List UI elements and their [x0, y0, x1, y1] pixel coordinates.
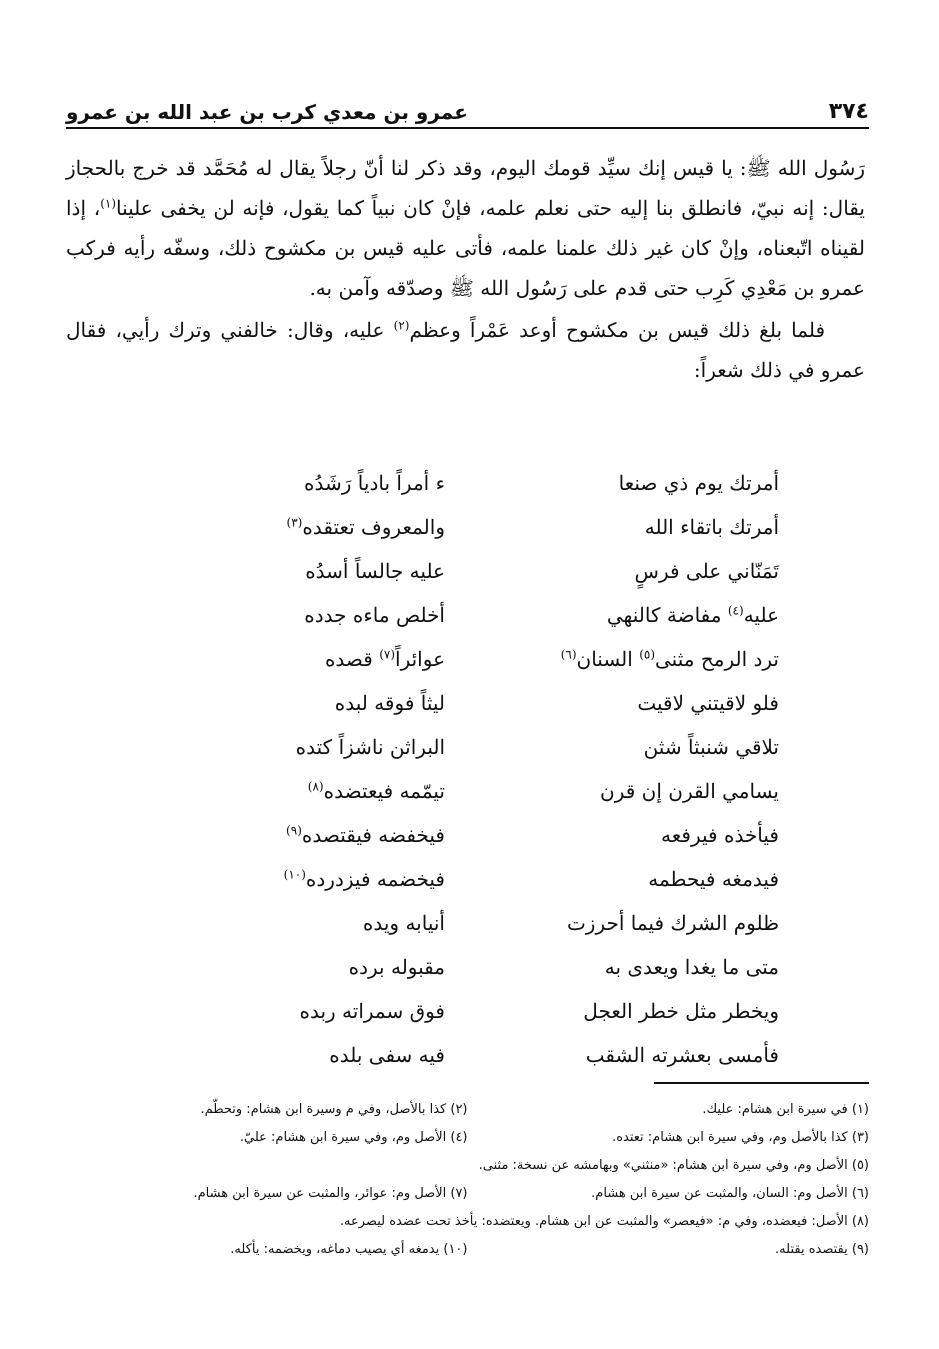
page-number: ٣٧٤ [828, 99, 869, 124]
footnote-rule [654, 1082, 869, 1084]
verse-second-hemistich: مقبوله برده [348, 955, 445, 979]
hemistich-text: السنان [576, 647, 640, 671]
verse-first-hemistich: يسامي القرن إن قرن [600, 779, 779, 803]
poem-verse [160, 549, 779, 593]
paragraph-2-text: فلما بلغ ذلك قيس بن مكشوح أوعد عَمْراً وعظم [409, 318, 826, 342]
poem-verse [160, 989, 779, 1033]
verse-first-hemistich: فيدمغه فيحطمه [648, 867, 779, 891]
footnote-row [66, 1096, 869, 1124]
paragraph-1-text: رَسُول الله ﷺ: يا قيس إنك سيِّد قومك اليوم، وقد ذكر لنا أنّ رجلاً يقال له مُحَمَّد قد خرج بالحجاز يقال: إنه نبيّ، فانطلق بنا إليه حتى نعلم علمه، فإنْ كان نبياً كما يقول، فإنه لن يخفى علينا [66, 156, 866, 220]
verse-second-hemistich: عليه جالساً أسدُه [305, 559, 445, 583]
footnote-4: (٤) الأصل وم، وفي سيرة ابن هشام: عليّ. [239, 1130, 468, 1145]
hemistich-text: مفاضة كالنهي [606, 603, 728, 627]
verse-first-hemistich: تلاقي شنبثاً شثن [643, 735, 779, 759]
hemistich-text: والمعروف تعتقده [302, 515, 445, 539]
footnote-1: (١) في سيرة ابن هشام: عليك. [702, 1102, 869, 1117]
verse-second-hemistich [160, 647, 445, 671]
poem-verse [160, 901, 779, 945]
hemistich-text: قصده [324, 647, 380, 671]
poem-verse [160, 813, 779, 857]
footnote-row [66, 1124, 869, 1152]
verse-first-hemistich: أمرتك يوم ذي صنعا [618, 471, 779, 495]
verse-first-hemistich [494, 603, 779, 627]
footnote-2: (٢) كذا بالأصل، وفي م وسيرة ابن هشام: وتحطّم. [200, 1102, 468, 1117]
poem-verse [160, 505, 779, 549]
footnote-row [66, 1236, 869, 1264]
verse-second-hemistich: ء أمراً بادياً رَشَدُه [304, 471, 445, 495]
footnote-ref-1[interactable]: (١) [100, 196, 117, 211]
verse-second-hemistich: ليثاً فوقه لبده [334, 691, 445, 715]
header-rule [66, 127, 869, 129]
hemistich-text: تيمّمه فيعتضده [323, 779, 445, 803]
footnote-row [66, 1208, 869, 1236]
hemistich-text: فيخضمه فيزدرده [305, 867, 445, 891]
poem-verse [160, 681, 779, 725]
footnote-ref-4[interactable]: (٤) [727, 603, 744, 618]
footnote-5: (٥) الأصل وم، وفي سيرة ابن هشام: «منثني» وبهامشه عن نسخة: مثنى. [478, 1158, 869, 1173]
paragraph-2-rest: عليه، وقال: خالفني وترك رأيي، فقال عمرو في ذلك شعراً: [66, 318, 865, 382]
verse-first-hemistich: فأمسى بعشرته الشقب [585, 1043, 779, 1067]
footnote-ref-8[interactable]: (٨) [307, 779, 324, 794]
poem [160, 461, 779, 1077]
verse-second-hemistich: أخلص ماءه جدده [304, 603, 445, 627]
footnote-ref-6[interactable]: (٦) [560, 647, 577, 662]
hemistich-text: عوائراً [395, 647, 445, 671]
footnote-ref-2[interactable]: (٢) [393, 318, 410, 333]
footnote-9: (٩) يقتصده يقتله. [775, 1242, 869, 1257]
poem-verse [160, 461, 779, 505]
footnote-ref-7[interactable]: (٧) [379, 647, 396, 662]
verse-second-hemistich [160, 515, 445, 539]
footnote-7: (٧) الأصل وم: عوائر، والمثبت عن سيرة ابن هشام. [193, 1186, 468, 1201]
page-header [66, 88, 869, 124]
verse-second-hemistich [160, 779, 445, 803]
verse-second-hemistich: فوق سمراته ربده [299, 999, 445, 1023]
footnote-3: (٣) كذا بالأصل وم، وفي سيرة ابن هشام: تعتده. [612, 1130, 869, 1145]
paragraph-1 [66, 148, 865, 308]
footnote-row [66, 1152, 869, 1180]
running-title: عمرو بن معدي كرب بن عبد الله بن عمرو [66, 100, 468, 124]
verse-second-hemistich: البراثن ناشزاً كتده [295, 735, 445, 759]
body-text [66, 148, 865, 390]
verse-first-hemistich [494, 647, 779, 671]
poem-verse [160, 637, 779, 681]
footnote-8: (٨) الأصل: فيعضده، وفي م: «فيعصر» والمثبت عن ابن هشام. ويعتضده: يأخذ تحت عضده ليصرعه. [339, 1214, 869, 1229]
hemistich-text: عليه [743, 603, 779, 627]
hemistich-text: فيخفضه فيقتصده [301, 823, 445, 847]
footnote-6: (٦) الأصل وم: السان، والمثبت عن سيرة ابن هشام. [591, 1186, 869, 1201]
poem-verse [160, 769, 779, 813]
poem-verse [160, 945, 779, 989]
verse-first-hemistich: فلو لاقيتني لاقيت [637, 691, 779, 715]
footnote-ref-3[interactable]: (٣) [286, 515, 303, 530]
footnote-ref-10[interactable]: (١٠) [283, 867, 306, 882]
footnote-ref-9[interactable]: (٩) [286, 823, 302, 838]
verse-second-hemistich: فيه سفى بلده [329, 1043, 445, 1067]
verse-second-hemistich [160, 867, 445, 891]
verse-second-hemistich: أنيابه ويده [362, 911, 445, 935]
verse-first-hemistich: ظلوم الشرك فيما أحرزت [566, 911, 779, 935]
footnote-ref-5[interactable]: (٥) [639, 647, 656, 662]
hemistich-text: ترد الرمح مثنى [655, 647, 779, 671]
verse-first-hemistich: تَمَنّاني على فرسٍ [634, 559, 779, 583]
poem-verse [160, 1033, 779, 1077]
footnotes [66, 1096, 869, 1264]
poem-verse [160, 593, 779, 637]
verse-second-hemistich [160, 823, 445, 847]
verse-first-hemistich: أمرتك باتقاء الله [644, 515, 779, 539]
footnote-10: (١٠) يدمغه أي يصيب دماغه، ويخضمه: يأكله. [230, 1242, 468, 1257]
paragraph-2 [66, 310, 865, 390]
poem-verse [160, 857, 779, 901]
verse-first-hemistich: فيأخذه فيرفعه [661, 823, 779, 847]
footnote-row [66, 1180, 869, 1208]
paragraph-1-rest: ، إذا لقيناه اتّبعناه، وإنْ كان غير ذلك علمنا علمه، فأتى عليه قيس بن مكشوح ذلك، وسفّه رأيه فركب عمرو بن مَعْدِي كَرِب حتى قدم على رَسُول الله ﷺ وصدّقه وآمن به. [66, 196, 865, 300]
verse-first-hemistich: ويخطر مثل خطر العجل [583, 999, 779, 1023]
verse-first-hemistich: متى ما يغدا ويعدى به [604, 955, 779, 979]
poem-verse [160, 725, 779, 769]
